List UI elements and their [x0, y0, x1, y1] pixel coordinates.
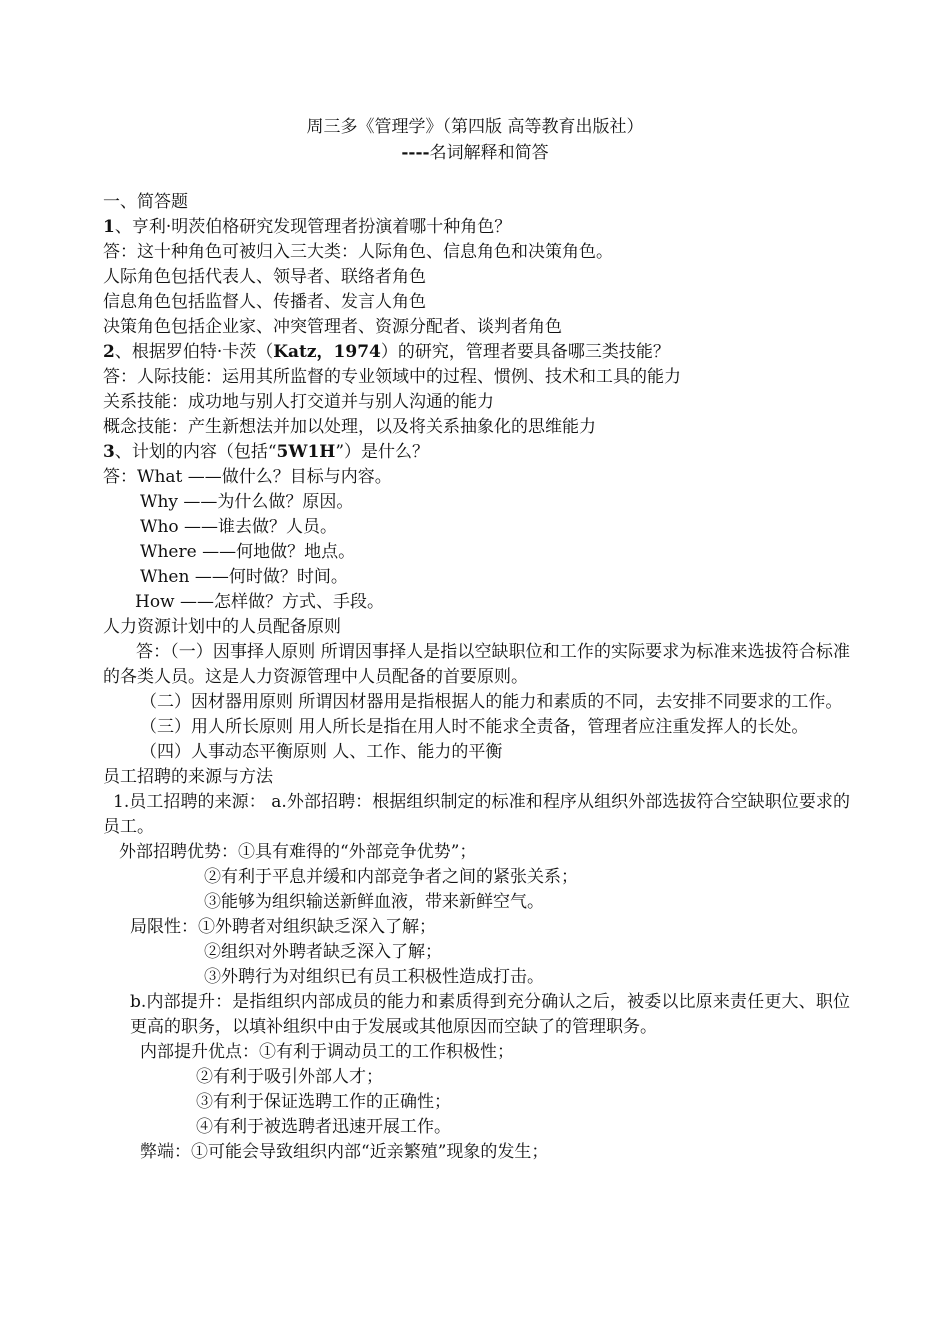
question-text: 、计划的内容（包括“ [114, 442, 277, 462]
document-subtitle [0, 142, 950, 164]
document-body [103, 190, 850, 1165]
paragraph: 答：（一）因事择人原则 所谓因事择人是指以空缺职位和工作的实际要求为标准来选拔符合标准的各类人员。这是人力资源管理中人员配备的首要原则。 [103, 642, 850, 687]
list-line: ②有利于吸引外部人才； [196, 1067, 383, 1087]
document-title: 周三多《管理学》（第四版 高等教育出版社） [306, 117, 644, 137]
list-line: ④有利于被选聘者迅速开展工作。 [196, 1117, 451, 1137]
section-heading: 一、简答题 [103, 192, 188, 212]
question-text: 、亨利·明茨伯格研究发现管理者扮演着哪十种角色？ [114, 217, 512, 237]
question-number: 3 [103, 442, 115, 462]
answer-line: Where ——何地做？地点。 [140, 542, 356, 562]
answer-line: 决策角色包括企业家、冲突管理者、资源分配者、谈判者角色 [103, 317, 562, 337]
answer-line: 关系技能：成功地与别人打交道并与别人沟通的能力 [103, 392, 494, 412]
answer-line: When ——何时做？时间。 [140, 567, 348, 587]
paragraph: （四）人事动态平衡原则 人、工作、能力的平衡 [140, 742, 503, 762]
question-text: 、根据罗伯特·卡茨（ [114, 342, 274, 362]
answer-line: Who ——谁去做？人员。 [140, 517, 338, 537]
question-number: 2 [103, 342, 115, 362]
answer-line: 答：What ——做什么？目标与内容。 [103, 467, 392, 487]
paragraph: （三）用人所长原则 用人所长是指在用人时不能求全责备，管理者应注重发挥人的长处。 [140, 717, 809, 737]
answer-line: 概念技能：产生新想法并加以处理，以及将关系抽象化的思维能力 [103, 417, 596, 437]
question-text: ）的研究，管理者要具备哪三类技能？ [380, 342, 670, 362]
list-line: ②组织对外聘者缺乏深入了解； [204, 942, 442, 962]
paragraph: （二）因材器用原则 所谓因材器用是指根据人的能力和素质的不同，去安排不同要求的工作。 [140, 692, 843, 712]
answer-line: How ——怎样做？方式、手段。 [135, 592, 385, 612]
answer-line: 人际角色包括代表人、领导者、联络者角色 [103, 267, 426, 287]
topic-heading: 人力资源计划中的人员配备原则 [103, 617, 341, 637]
answer-line: Why ——为什么做？原因。 [140, 492, 354, 512]
list-line: 内部提升优点：①有利于调动员工的工作积极性； [140, 1042, 514, 1062]
question-number: 1 [103, 217, 115, 237]
question-3 [103, 440, 850, 465]
question-bold: 5W1H [276, 442, 336, 462]
question-1 [103, 215, 850, 240]
list-line: 局限性：①外聘者对组织缺乏深入了解； [130, 917, 436, 937]
paragraph: 1.员工招聘的来源： a.外部招聘：根据组织制定的标准和程序从组织外部选拔符合空缺职位要求的员工。 [103, 792, 850, 837]
list-line: ③外聘行为对组织已有员工积极性造成打击。 [204, 967, 544, 987]
list-line: ②有利于平息并缓和内部竞争者之间的紧张关系； [204, 867, 578, 887]
question-2 [103, 340, 850, 365]
list-line: 外部招聘优势：①具有难得的“外部竞争优势”； [119, 842, 477, 862]
subtitle-dashes: ---- [401, 143, 430, 163]
list-line: ③有利于保证选聘工作的正确性； [196, 1092, 451, 1112]
answer-line: 答：人际技能：运用其所监督的专业领域中的过程、惯例、技术和工具的能力 [103, 367, 681, 387]
question-text: ”）是什么？ [335, 442, 430, 462]
question-bold: Katz，1974 [273, 342, 381, 362]
topic-heading: 员工招聘的来源与方法 [103, 767, 273, 787]
list-line: 弊端：①可能会导致组织内部“近亲繁殖”现象的发生； [140, 1142, 549, 1162]
list-line: ③能够为组织输送新鲜血液，带来新鲜空气。 [204, 892, 544, 912]
answer-line: 信息角色包括监督人、传播者、发言人角色 [103, 292, 426, 312]
paragraph: b.内部提升：是指组织内部成员的能力和素质得到充分确认之后，被委以比原来责任更大、职位更高的职务，以填补组织中由于发展或其他原因而空缺了的管理职务。 [130, 992, 850, 1037]
subtitle-text: 名词解释和简答 [429, 143, 549, 163]
answer-line: 答：这十种角色可被归入三大类：人际角色、信息角色和决策角色。 [103, 242, 613, 262]
